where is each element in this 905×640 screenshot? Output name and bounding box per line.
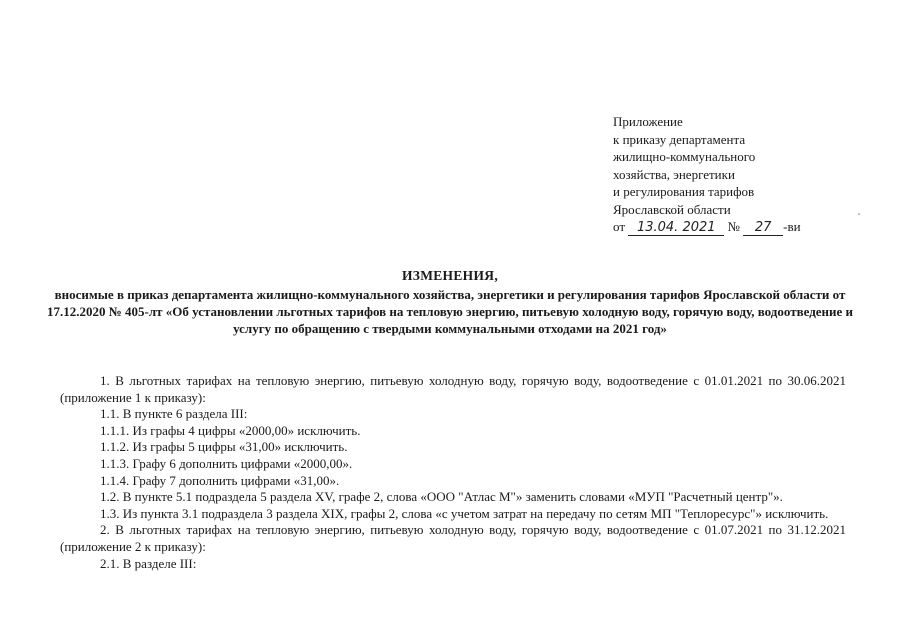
- paragraph: 1.1.3. Графу 6 дополнить цифрами «2000,00».: [100, 455, 353, 471]
- appendix-line: Ярославской области: [613, 201, 731, 217]
- appendix-line: хозяйства, энергетики: [613, 166, 735, 182]
- paragraph: 1. В льготных тарифах на тепловую энергию, питьевую холодную воду, горячую воду, водоотведение с 01.01.2021 по 30.06.2021 (приложение 1 к приказу):: [60, 373, 846, 405]
- appendix-line: Приложение: [613, 114, 683, 129]
- heading-title: ИЗМЕНЕНИЯ,: [401, 268, 498, 283]
- date-prefix: от: [613, 219, 626, 234]
- paragraph: 1.1.4. Графу 7 дополнить цифрами «31,00».: [100, 472, 340, 488]
- document-body: [60, 373, 846, 572]
- number-sign: №: [727, 219, 740, 234]
- appendix-line: и регулирования тарифов: [613, 184, 755, 199]
- paragraph: 1.1.2. Из графы 5 цифры «31,00» исключить.: [100, 439, 348, 455]
- paragraph: 1.1. В пункте 6 раздела III:: [100, 406, 248, 422]
- paragraph: 1.2. В пункте 5.1 подраздела 5 раздела XV, графе 2, слова «ООО "Атлас М"» заменить словами «МУП "Расчетный центр"».: [100, 489, 783, 505]
- scan-speck: [858, 213, 860, 215]
- paragraph: 1.1.1. Из графы 4 цифры «2000,00» исключить.: [100, 422, 361, 438]
- handwritten-number: 27: [743, 221, 783, 236]
- paragraph: 2. В льготных тарифах на тепловую энергию, питьевую холодную воду, горячую воду, водоотведение с 01.07.2021 по 31.12.2021 (приложение 2 к приказу):: [60, 522, 846, 554]
- appendix-block: [613, 113, 801, 236]
- heading-subtitle: вносимые в приказ департамента жилищно-коммунального хозяйства, энергетики и регулирования тарифов Ярославской области от 17.12.2020 № 405-лт «Об установлении льготных тарифов на тепловую энергию, питьевую холодную воду, горячую воду, водоотведение и услугу по обращению с твердыми коммунальными отходами на 2021 год»: [46, 287, 854, 336]
- appendix-line: жилищно-коммунального: [613, 149, 756, 164]
- handwritten-date: 13.04. 2021: [628, 221, 724, 236]
- document-heading: [40, 267, 860, 337]
- number-suffix: -ви: [783, 219, 801, 234]
- appendix-date-line: [613, 218, 801, 236]
- paragraph: 1.3. Из пункта 3.1 подраздела 3 раздела XIX, графы 2, слова «с учетом затрат на передачу по сетям МП "Теплоресурс"» исключить.: [100, 505, 829, 521]
- appendix-line: к приказу департамента: [613, 131, 746, 147]
- paragraph: 2.1. В разделе III:: [100, 555, 197, 571]
